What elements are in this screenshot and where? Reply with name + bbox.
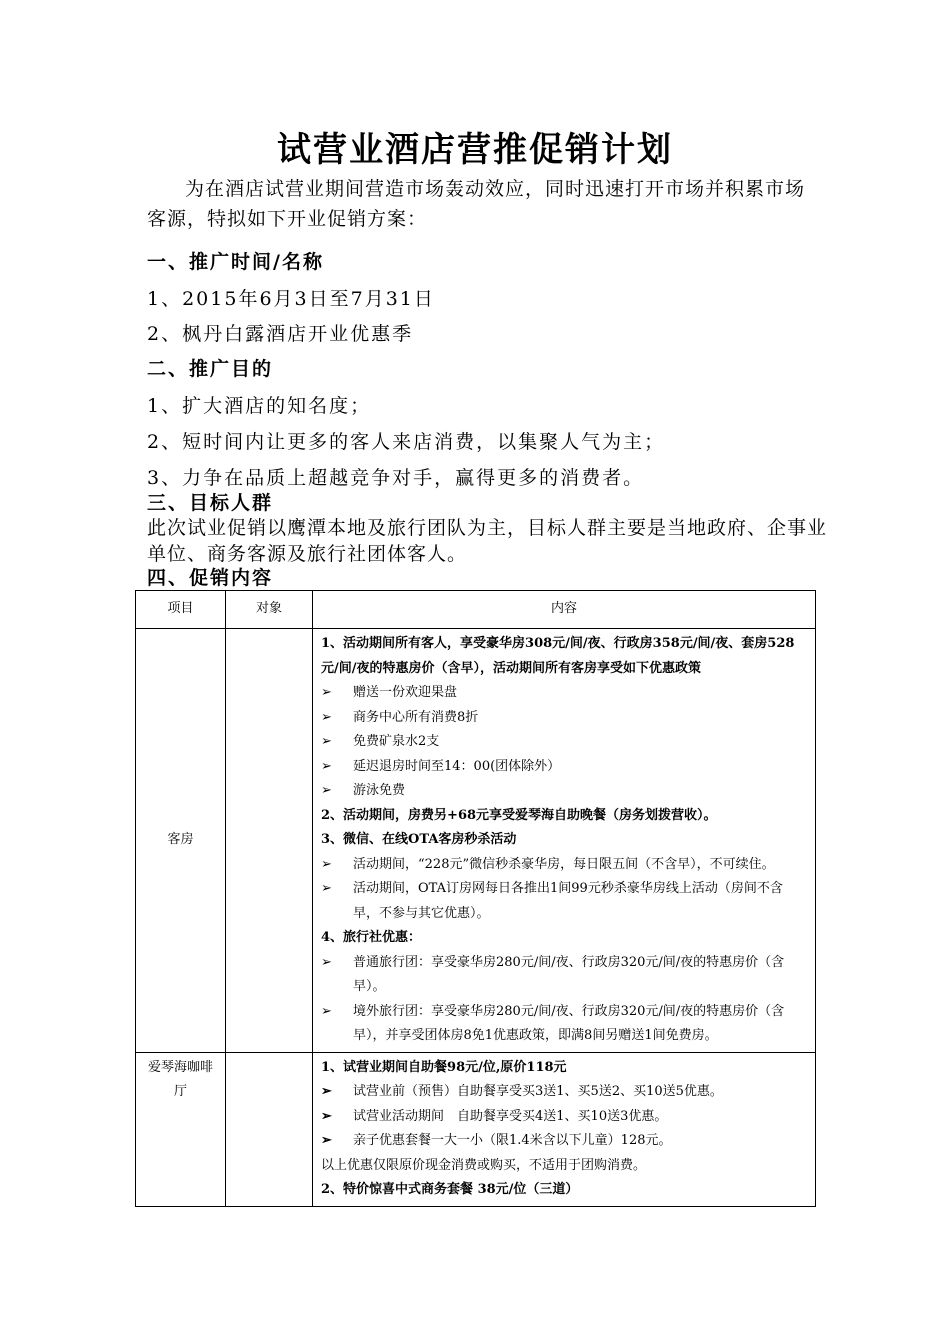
arrow-icon: ➢: [321, 881, 332, 896]
arrow-icon: ➢: [321, 1084, 332, 1099]
section3-text: 此次试业促销以鹰潭本地及旅行团队为主，目标人群主要是当地政府、企事业单位、商务客源及旅行社团体客人。: [147, 517, 828, 565]
section2-item: 2、短时间内让更多的客人来店消费，以集聚人气为主；: [147, 431, 666, 453]
section2-item: 1、扩大酒店的知名度；: [147, 395, 372, 417]
section2-heading: 二、推广目的: [147, 358, 274, 380]
section4-heading: 四、促销内容: [147, 567, 274, 589]
promo-table: [135, 590, 816, 1207]
arrow-icon: ➢: [321, 734, 332, 749]
rooms-policy-1: 1、活动期间所有客人，享受豪华房308元/间/夜、行政房358元/间/夜、套房528元/间/夜的特惠房价（含早），活动期间所有客房享受如下优惠政策: [321, 636, 795, 676]
page-title: 试营业酒店营推促销计划: [277, 130, 673, 170]
list-item: ➢ 赠送一份欢迎果盘: [321, 681, 807, 706]
arrow-icon: ➢: [321, 856, 332, 872]
arrow-icon: ➢: [321, 783, 332, 798]
table-header-row: [136, 591, 816, 629]
rooms-policy-4: 4、旅行社优惠：: [321, 930, 422, 945]
rooms-label: 客房: [136, 629, 226, 1053]
list-item: ➢ 游泳免费: [321, 779, 807, 804]
list-item: ➢ 活动期间，OTA订房网每日各推出1间99元秒杀豪华房线上活动（房间不含早，不参与其它优惠）。: [321, 877, 807, 926]
table-row-cafe: [136, 1052, 816, 1206]
table-row-rooms: [136, 629, 816, 1053]
cafe-label: 爱琴海咖啡厅: [136, 1052, 226, 1206]
cafe-target: [226, 1052, 313, 1206]
section1-item: 1、2015年6月3日至7月31日: [147, 288, 435, 310]
list-item: ➢ 试营业活动期间 自助餐享受买4送1、买10送3优惠。: [321, 1105, 807, 1130]
list-item: ➢ 境外旅行团：享受豪华房280元/间/夜、行政房320元/间/夜的特惠房价（含早），并享受团体房8免1优惠政策，即满8间另赠送1间免费房。: [321, 1000, 807, 1049]
rooms-target: [226, 629, 313, 1053]
arrow-icon: ➢: [321, 954, 332, 970]
list-item: ➢ 商务中心所有消费8折: [321, 706, 807, 731]
list-item: ➢ 普通旅行团：享受豪华房280元/间/夜、行政房320元/间/夜的特惠房价（含早）。: [321, 951, 807, 1000]
arrow-icon: ➢: [321, 1133, 332, 1148]
list-item: ➢ 亲子优惠套餐一大一小（限1.4米含以下儿童）128元。: [321, 1129, 807, 1154]
cafe-content: [313, 1052, 816, 1206]
list-item: ➢ 试营业前（预售）自助餐享受买3送1、买5送2、买10送5优惠。: [321, 1080, 807, 1105]
cafe-policy-2: 2、特价惊喜中式商务套餐 38元/位（三道）: [321, 1182, 579, 1197]
rooms-policy-3: 3、微信、在线OTA客房秒杀活动: [321, 832, 517, 847]
header-content: 内容: [313, 591, 816, 629]
intro-paragraph: 为在酒店试营业期间营造市场轰动效应，同时迅速打开市场并积累市场客源，特拟如下开业促销方案：: [147, 178, 806, 230]
arrow-icon: ➢: [321, 758, 332, 774]
header-item: 项目: [136, 591, 226, 629]
section2-item: 3、力争在品质上超越竞争对手，赢得更多的消费者。: [147, 467, 645, 489]
list-item: ➢ 免费矿泉水2支: [321, 730, 807, 755]
arrow-icon: ➢: [321, 1003, 332, 1019]
cafe-note: 以上优惠仅限原价现金消费或购买，不适用于团购消费。: [321, 1157, 647, 1173]
arrow-icon: ➢: [321, 709, 332, 725]
rooms-content: [313, 629, 816, 1053]
section3-heading: 三、目标人群: [147, 492, 274, 514]
cafe-policy-1: 1、试营业期间自助餐98元/位,原价118元: [321, 1059, 567, 1075]
section1-heading: 一、推广时间/名称: [147, 251, 324, 273]
rooms-policy-2: 2、活动期间，房费另+68元享受爱琴海自助晚餐（房务划拨营收）。: [321, 807, 717, 823]
arrow-icon: ➢: [321, 685, 332, 700]
list-item: ➢ 活动期间，“228元”微信秒杀豪华房，每日限五间（不含早），不可续住。: [321, 853, 807, 878]
header-target: 对象: [226, 591, 313, 629]
arrow-icon: ➢: [321, 1108, 332, 1124]
section1-item: 2、枫丹白露酒店开业优惠季: [147, 323, 414, 345]
list-item: ➢ 延迟退房时间至14：00(团体除外）: [321, 755, 807, 780]
